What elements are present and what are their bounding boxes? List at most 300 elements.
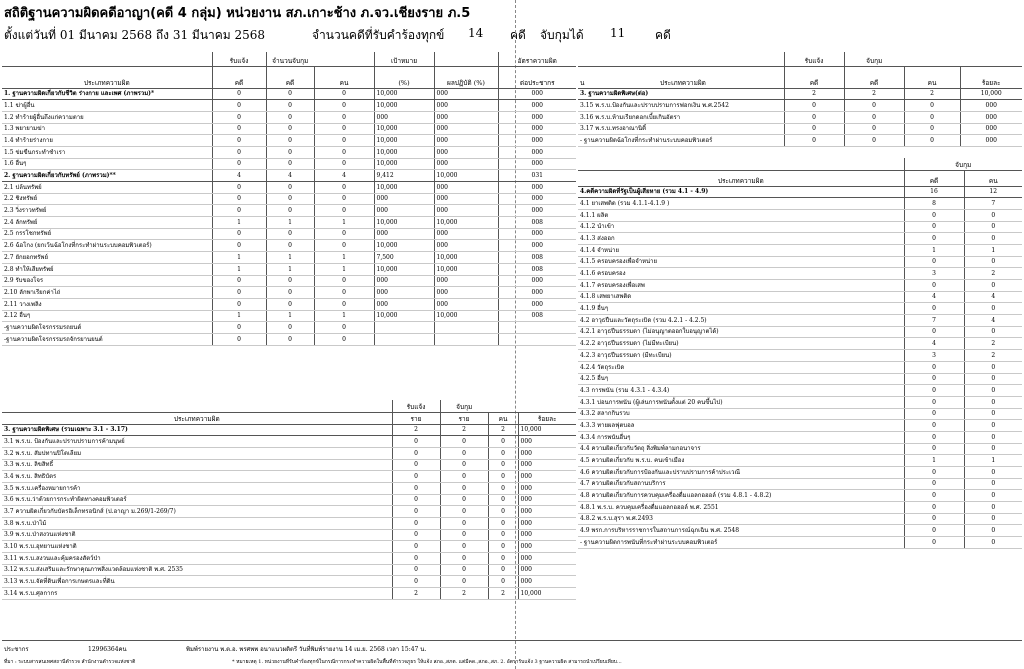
- table-row: [2, 541, 576, 553]
- arrest-pct: 000: [518, 494, 576, 506]
- arrested-cases: 0: [904, 233, 964, 245]
- date-range: ตั้งแต่วันที่ 01 มีนาคม 2568 ถึง 31 มีนาคม 2568: [4, 28, 266, 42]
- arrested-persons: 4: [964, 291, 1022, 303]
- table-row: [2, 529, 576, 541]
- arrested-persons: 0: [314, 240, 374, 252]
- table-row: [578, 361, 1022, 373]
- cases-header: คดี: [844, 66, 904, 88]
- offense-name: 3.17 พ.ร.บ.ทรงอาณานิติ์: [578, 123, 784, 135]
- remark-note: * หมายเหตุ 1. หน่วยงานที่รับคำร้องทุกข์ในกรณีการกระทำความผิดในพื้นที่ตำรวจภูธร ให้แจ้ง สภอ.,สภต. แต่มีคด.,สภอ.,สภ. 2. อัตรารับแจ้ง 3 ฐานความผิด สามารถนำเปรียบเทียบ...: [232, 659, 622, 665]
- arrested-persons: 0: [964, 361, 1022, 373]
- arrested-persons: 0: [964, 326, 1022, 338]
- arrested-persons: 0: [314, 333, 374, 345]
- offense-name: 3.8 พ.ร.บ.ป่าไม้: [2, 518, 392, 530]
- arrested-cases: 0: [440, 436, 488, 448]
- crime-ratio: 008: [498, 217, 576, 229]
- arrested-persons: 0: [964, 490, 1022, 502]
- persons-header: คน: [904, 66, 960, 88]
- offense-name: 4.1.6 ครอบครอง: [578, 268, 904, 280]
- reported-cases: 0: [212, 205, 266, 217]
- sub-a-header: ราย: [440, 412, 488, 424]
- offense-name: 4.1.1 ผลิต: [578, 209, 904, 221]
- arrested-persons: 2: [964, 350, 1022, 362]
- arrested-persons: 4: [964, 315, 1022, 327]
- offense-name: 4.4 ความผิดเกี่ยวกับวัตถุ สิ่งพิมพ์ลามกอนาจาร: [578, 443, 904, 455]
- table-row: [2, 135, 576, 147]
- arrested-cases: 0: [266, 287, 314, 299]
- table-row: [2, 146, 576, 158]
- arrested-persons: 0: [904, 100, 960, 112]
- reported-cases: 0: [392, 494, 440, 506]
- arrested-cases: 0: [904, 385, 964, 397]
- arrested-cases: 2: [440, 588, 488, 600]
- reported-cases: 0: [392, 529, 440, 541]
- offense-name: 4.8 ความผิดเกี่ยวกับการควบคุมเครื่องดื่มแอลกอฮอล์ (รวม 4.8.1 - 4.8.2): [578, 490, 904, 502]
- arrested-persons: 0: [314, 88, 374, 100]
- arrested-cases: 0: [266, 240, 314, 252]
- offense-name: 2.12 อื่นๆ: [2, 310, 212, 322]
- reported-cases: 0: [392, 541, 440, 553]
- offense-name: 2.7 ยักยอกทรัพย์: [2, 252, 212, 264]
- table-row: [578, 338, 1022, 350]
- arrested-persons: 0: [488, 518, 518, 530]
- arrested-cases: 0: [904, 256, 964, 268]
- result-pct: 000: [434, 123, 498, 135]
- arrested-persons: 0: [904, 135, 960, 147]
- arrested-cases: 1: [266, 252, 314, 264]
- arrested-cases: 0: [904, 221, 964, 233]
- arrest-pct: 000: [518, 564, 576, 576]
- arrested-cases: 0: [904, 431, 964, 443]
- arrested-persons: 0: [964, 525, 1022, 537]
- table-row: [2, 506, 576, 518]
- table-row: [2, 182, 576, 194]
- offense-name: 2.5 กรรโชกทรัพย์: [2, 228, 212, 240]
- arrested-persons: 0: [488, 553, 518, 565]
- reported-cases: 0: [392, 447, 440, 459]
- offense-name: 1. ฐานความผิดเกี่ยวกับชีวิต ร่างกาย และเพศ (ภาพรวม)*: [2, 88, 212, 100]
- arrested-cases: 0: [440, 553, 488, 565]
- offense-name: 1.4 ทำร้ายร่างกาย: [2, 135, 212, 147]
- reported-cases: 0: [212, 193, 266, 205]
- arrested-persons: 0: [964, 502, 1022, 514]
- offense-name: 2.9 รับของโจร: [2, 275, 212, 287]
- offense-name: 3.1 พ.ร.บ. ป้องกันและปราบปรามการค้ามนุษย์: [2, 436, 392, 448]
- crime-ratio: 000: [498, 88, 576, 100]
- table-row: [2, 193, 576, 205]
- table-row: [578, 135, 1022, 147]
- arrested-cases: 1: [904, 455, 964, 467]
- arrested-persons: 1: [314, 263, 374, 275]
- table-row: [2, 158, 576, 170]
- target-pct: 10,000: [374, 135, 434, 147]
- result-pct: 000: [434, 135, 498, 147]
- printed-by: พิมพ์รายงาน พ.ต.อ. พรศพพ อนาแนวผดิตรี วันที่พิมพ์รายงาน 14 เม.ย. 2568 เวลา 15:47 น.: [186, 646, 427, 653]
- offense-name: 3.16 พ.ร.บ.ห้ามเรียกดอกเบี้ยเกินอัตรา: [578, 111, 784, 123]
- table-row: [2, 263, 576, 275]
- offense-name: 3.11 พ.ร.บ.สงวนและคุ้มครองสัตว์ป่า: [2, 553, 392, 565]
- arrested-cases: 0: [440, 459, 488, 471]
- table-row: [578, 233, 1022, 245]
- cases-header: คดี: [212, 66, 266, 88]
- crime-ratio: 000: [498, 298, 576, 310]
- table-row: [578, 326, 1022, 338]
- arrested-persons: 0: [488, 471, 518, 483]
- arrested-cases: 0: [904, 478, 964, 490]
- blank-header: [578, 52, 784, 66]
- group-header: น ประเภทความผิด: [578, 66, 784, 88]
- arrested-persons: 0: [314, 100, 374, 112]
- arrested-cases: 0: [440, 506, 488, 518]
- offense-name: 4.1.7 ครอบครองเพื่อเสพ: [578, 280, 904, 292]
- table-row: [578, 100, 1022, 112]
- received-label: จำนวนคดีที่รับคำร้องทุกข์: [312, 28, 445, 42]
- reported-cases: 0: [392, 564, 440, 576]
- arrest-pct: 000: [518, 471, 576, 483]
- arrested-persons: 0: [314, 298, 374, 310]
- offense-name: 1.2 ทำร้ายผู้อื่นถึงแก่ความตาย: [2, 111, 212, 123]
- blank-header: [904, 52, 960, 66]
- offense-name: 2. ฐานความผิดเกี่ยวกับทรัพย์ (ภาพรวม)**: [2, 170, 212, 182]
- reported-cases: 0: [392, 506, 440, 518]
- arrested-persons: 0: [488, 541, 518, 553]
- arrested-persons: 0: [964, 221, 1022, 233]
- arrested-label: จับกุมได้: [540, 28, 584, 42]
- reported-cases: 0: [212, 322, 266, 334]
- offense-name: 4.1.3 ส่งออก: [578, 233, 904, 245]
- result-pct: 000: [434, 240, 498, 252]
- table-row: [2, 275, 576, 287]
- group-header: ประเภทความผิด: [2, 412, 392, 424]
- sub-r-header: ราย: [392, 412, 440, 424]
- table-row: [578, 420, 1022, 432]
- arrested-cases: 0: [440, 564, 488, 576]
- result-pct: 000: [434, 111, 498, 123]
- offense-name: 4.3.4 การพนันอื่นๆ: [578, 431, 904, 443]
- table-row: [578, 467, 1022, 479]
- offense-name: 2.3 วิ่งราวทรัพย์: [2, 205, 212, 217]
- ratio-header: อัตราความผิด: [498, 52, 576, 66]
- table-row: [578, 525, 1022, 537]
- arrested-persons: 0: [904, 123, 960, 135]
- arrest-pct: 10,000: [960, 88, 1022, 100]
- arrested-cases: 0: [844, 135, 904, 147]
- arrested-persons: 0: [964, 478, 1022, 490]
- arrested-cases: 0: [440, 471, 488, 483]
- target-pct: 000: [374, 298, 434, 310]
- arrested-cases: 0: [904, 408, 964, 420]
- arrested-persons: 2: [964, 268, 1022, 280]
- arrested-persons: 12: [964, 186, 1022, 198]
- arrested-cases: 16: [904, 186, 964, 198]
- reported-cases: 1: [212, 252, 266, 264]
- target-pct: 10,000: [374, 123, 434, 135]
- population-value: 12996364คน: [88, 646, 127, 653]
- arrested-persons: 0: [488, 576, 518, 588]
- blank-header: [518, 400, 576, 412]
- offense-name: 1.6 อื่นๆ: [2, 158, 212, 170]
- blank-header: [434, 52, 498, 66]
- arrested-header: จับกุม: [440, 400, 488, 412]
- result-pct: 10,000: [434, 217, 498, 229]
- table-row: [578, 315, 1022, 327]
- target-pct: 9,412: [374, 170, 434, 182]
- arrested-cases: 1: [266, 263, 314, 275]
- arrested-persons: 1: [964, 244, 1022, 256]
- table-row: [578, 303, 1022, 315]
- sub-p-header: คน: [488, 412, 518, 424]
- offense-name: -ฐานความผิดโจรกรรมรถยนต์: [2, 322, 212, 334]
- received-unit: คดี: [510, 28, 526, 42]
- arrest-pct: 000: [518, 553, 576, 565]
- arrested-cases: 0: [266, 275, 314, 287]
- arrested-persons: 4: [314, 170, 374, 182]
- table-row: [578, 244, 1022, 256]
- offense-name: 4.คดีความผิดที่รัฐเป็นผู้เสียหาย (รวม 4.1 - 4.9): [578, 186, 904, 198]
- target-pct: 10,000: [374, 88, 434, 100]
- result-pct: 000: [434, 287, 498, 299]
- reported-cases: 0: [392, 482, 440, 494]
- result-pct: 000: [434, 205, 498, 217]
- arrested-cases: 0: [904, 513, 964, 525]
- arrested-cases: 0: [904, 467, 964, 479]
- offense-name: 2.10 ลักพาเรียกค่าไถ่: [2, 287, 212, 299]
- reported-cases: 0: [392, 576, 440, 588]
- table-row: [2, 252, 576, 264]
- target-pct: 10,000: [374, 182, 434, 194]
- table-row: [578, 221, 1022, 233]
- arrest-pct: 000: [960, 111, 1022, 123]
- arrest-pct: 10,000: [518, 424, 576, 436]
- arrested-cases: 0: [266, 228, 314, 240]
- table-row: [2, 576, 576, 588]
- target-pct: 10,000: [374, 146, 434, 158]
- table-row: [578, 478, 1022, 490]
- table-row: [2, 170, 576, 182]
- offense-name: - ฐานความผิดฉ้อโกงที่กระทำผ่านระบบคอมพิวเตอร์: [578, 135, 784, 147]
- arrested-persons: 0: [964, 513, 1022, 525]
- offense-name: 4.1.8 เสพยาเสพติด: [578, 291, 904, 303]
- table-row: [578, 198, 1022, 210]
- arrested-persons: 0: [314, 111, 374, 123]
- crime-ratio: 000: [498, 240, 576, 252]
- reported-cases: 4: [212, 170, 266, 182]
- arrested-cases: 4: [904, 291, 964, 303]
- table-row: [578, 111, 1022, 123]
- crime-ratio: 000: [498, 123, 576, 135]
- blank-header: [578, 158, 904, 170]
- arrested-cases: 0: [266, 135, 314, 147]
- target-pct: 10,000: [374, 217, 434, 229]
- arrested-header: จับกุม: [904, 158, 1022, 170]
- arrest-pct: 000: [518, 541, 576, 553]
- offense-name: 4.2.4 วัตถุระเบิด: [578, 361, 904, 373]
- received-value: 14: [468, 26, 484, 40]
- reported-cases: 0: [212, 88, 266, 100]
- arrested-cases: 0: [904, 209, 964, 221]
- arrested-persons: 0: [964, 303, 1022, 315]
- offense-name: 3.10 พ.ร.บ.อุทยานแห่งชาติ: [2, 541, 392, 553]
- arrested-persons: 1: [314, 217, 374, 229]
- table-row: [2, 553, 576, 565]
- arrest-pct: 000: [518, 482, 576, 494]
- arrested-cases: 0: [266, 182, 314, 194]
- blank-header: [2, 52, 212, 66]
- arrested-persons: 1: [964, 455, 1022, 467]
- arrested-cases: 0: [266, 193, 314, 205]
- offense-name: 4.6 ความผิดเกี่ยวกับการป้องกันและปราบปรามการค้าประเวณี: [578, 467, 904, 479]
- arrested-cases: 0: [266, 88, 314, 100]
- table-row: [578, 291, 1022, 303]
- arrested-persons: 0: [488, 459, 518, 471]
- arrested-persons: 0: [488, 506, 518, 518]
- reported-cases: 0: [212, 182, 266, 194]
- target-pct: 10,000: [374, 100, 434, 112]
- table-row: [578, 186, 1022, 198]
- crime-ratio: 008: [498, 310, 576, 322]
- table-row: [578, 373, 1022, 385]
- arrested-cases: 0: [266, 333, 314, 345]
- table-row: [2, 123, 576, 135]
- reported-cases: 0: [392, 518, 440, 530]
- offense-name: 4.9 พรก.การบริหารราชการในสถานการณ์ฉุกเฉิน พ.ศ. 2548: [578, 525, 904, 537]
- arrested-persons: 2: [488, 588, 518, 600]
- pct-header: (%): [374, 66, 434, 88]
- target-pct: 000: [374, 228, 434, 240]
- reported-cases: 0: [212, 135, 266, 147]
- result-pct: 10,000: [434, 263, 498, 275]
- blank-header: [2, 400, 392, 412]
- arrested-persons: 2: [488, 424, 518, 436]
- crime-ratio: 000: [498, 146, 576, 158]
- offense-name: 3.6 พ.ร.บ.ว่าด้วยการกระทำผิดทางคอมพิวเตอร์: [2, 494, 392, 506]
- arrested-persons: 0: [964, 467, 1022, 479]
- crime-ratio: 008: [498, 252, 576, 264]
- table-row: [2, 436, 576, 448]
- result-pct: 000: [434, 298, 498, 310]
- offense-name: 4.2.5 อื่นๆ: [578, 373, 904, 385]
- arrested-cases: 0: [266, 205, 314, 217]
- offense-name: 3. ฐานความผิดพิเศษ(ต่อ): [578, 88, 784, 100]
- offense-name: 4.1.5 ครอบครองเพื่อจำหน่าย: [578, 256, 904, 268]
- arrested-persons: 0: [314, 135, 374, 147]
- target-pct: 000: [374, 275, 434, 287]
- reported-cases: 2: [784, 88, 844, 100]
- crime-ratio: 000: [498, 100, 576, 112]
- result-pct: [434, 333, 498, 345]
- reported-header: รับแจ้ง: [212, 52, 266, 66]
- reported-cases: 0: [212, 111, 266, 123]
- offense-name: 3.2 พ.ร.บ. สัมปทานปิโตเลียม: [2, 447, 392, 459]
- arrested-cases: 0: [904, 361, 964, 373]
- reported-cases: 0: [212, 287, 266, 299]
- table-row: [2, 471, 576, 483]
- reported-header: รับแจ้ง: [784, 52, 844, 66]
- reported-cases: 1: [212, 217, 266, 229]
- arrested-persons: 0: [314, 322, 374, 334]
- offense-name: 3.4 พ.ร.บ. สิทธิบัตร: [2, 471, 392, 483]
- table-row: [578, 280, 1022, 292]
- arrested-cases: 0: [904, 537, 964, 549]
- arrested-cases: 0: [844, 123, 904, 135]
- offense-name: 3.9 พ.ร.บ.ป่าสงวนแห่งชาติ: [2, 529, 392, 541]
- table-row: [2, 88, 576, 100]
- arrested-persons: 0: [964, 233, 1022, 245]
- arrested-persons: 0: [314, 228, 374, 240]
- footer-divider: [2, 640, 1022, 641]
- offense-name: 2.4 ลักทรัพย์: [2, 217, 212, 229]
- group-header: ประเภทความผิด: [2, 66, 212, 88]
- arrested-persons: 0: [964, 209, 1022, 221]
- offense-name: 4.1.9 อื่นๆ: [578, 303, 904, 315]
- table-row: [2, 287, 576, 299]
- table-row: [2, 111, 576, 123]
- arrested-cases: 2: [440, 424, 488, 436]
- arrested-cases: 0: [440, 518, 488, 530]
- offense-name: 4.3.1 บ่อนการพนัน (ผู้เล่นการพนันตั้งแต่ 20 คนขึ้นไป): [578, 396, 904, 408]
- arrested-cases: 3: [904, 350, 964, 362]
- arrested-persons: 0: [488, 529, 518, 541]
- arrested-persons: 0: [314, 123, 374, 135]
- arrested-cases: 0: [904, 280, 964, 292]
- arrested-persons: 0: [488, 494, 518, 506]
- source-note: ที่มา : ระบบสารสนเทศสถานีตำรวจ สำนักงานตำรวจแห่งชาติ: [4, 659, 136, 665]
- arrested-persons: 0: [314, 205, 374, 217]
- crime-ratio: 000: [498, 182, 576, 194]
- arrested-cases: 0: [904, 502, 964, 514]
- crime-ratio: 000: [498, 158, 576, 170]
- offense-name: 3.3 พ.ร.บ. ลิขสิทธิ์: [2, 459, 392, 471]
- offense-name: 4.1 ยาเสพติด (รวม 4.1.1-4.1.9 ): [578, 198, 904, 210]
- arrested-cases: 0: [440, 482, 488, 494]
- table-row: [2, 240, 576, 252]
- arrested-cases: 0: [904, 443, 964, 455]
- table-row: [578, 408, 1022, 420]
- offense-name: 4.5 ความผิดเกี่ยวกับ พ.ร.บ. คนเข้าเมือง: [578, 455, 904, 467]
- reported-cases: 0: [784, 123, 844, 135]
- table-row: [578, 490, 1022, 502]
- arrested-cases: 0: [904, 396, 964, 408]
- offense-name: 4.8.1 พ.ร.บ. ควบคุมเครื่องดื่มแอลกอฮอล์ พ.ศ. 2551: [578, 502, 904, 514]
- arrested-cases: 0: [266, 100, 314, 112]
- offense-name: 1.5 ข่มขืนกระทำชำเรา: [2, 146, 212, 158]
- reported-cases: 2: [392, 588, 440, 600]
- table-row: [578, 385, 1022, 397]
- arrested-cases: 7: [904, 315, 964, 327]
- offense-name: 2.1 ปล้นทรัพย์: [2, 182, 212, 194]
- arrested-cases: 0: [904, 525, 964, 537]
- arrested-header: จับกุม: [844, 52, 904, 66]
- table-row: [578, 396, 1022, 408]
- arrest-pct: 000: [518, 518, 576, 530]
- offense-name: 4.2.1 อาวุธปืนธรรมดา (ไม่อนุญาตออกใบอนุญาตได้): [578, 326, 904, 338]
- arrested-cases: 1: [266, 310, 314, 322]
- result-header: ผลปฏิบัติ (%): [434, 66, 498, 88]
- arrested-persons: 0: [314, 287, 374, 299]
- arrested-cases: 0: [904, 420, 964, 432]
- arrested-persons: 0: [488, 447, 518, 459]
- reported-cases: 0: [392, 459, 440, 471]
- pct-header: ร้อยละ: [960, 66, 1022, 88]
- arrested-persons: 0: [964, 280, 1022, 292]
- group-header: ประเภทความผิด: [578, 170, 904, 186]
- arrested-persons: 0: [964, 256, 1022, 268]
- reported-cases: 0: [212, 275, 266, 287]
- offense-name: 1.1 ฆ่าผู้อื่น: [2, 100, 212, 112]
- n-header: น: [580, 78, 585, 87]
- arrested-persons: 2: [964, 338, 1022, 350]
- arrested-cases: 0: [266, 146, 314, 158]
